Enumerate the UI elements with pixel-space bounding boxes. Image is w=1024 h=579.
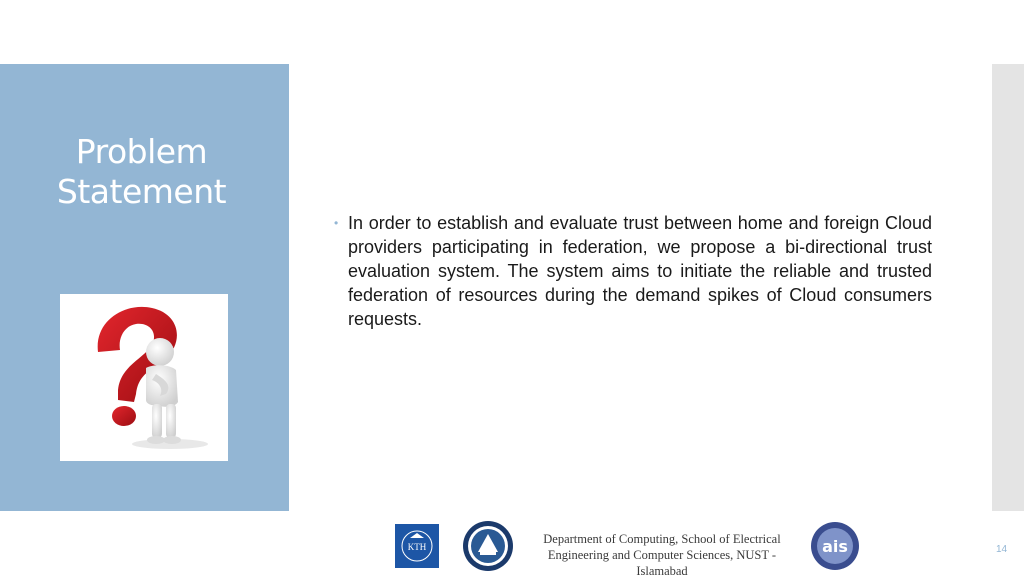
nust-seal-logo (462, 520, 514, 572)
footer-department-text: Department of Computing, School of Electrical Engineering and Computer Sciences, NUST - Islamabad (543, 532, 781, 578)
bullet-text: In order to establish and evaluate trust between home and foreign Cloud providers participating in federation, we propose a bi-directional trust evaluation system. The system aims to initiate the reliable and trusted federation of resources during the demand spikes of Cloud consumers requests. (348, 213, 932, 329)
question-mark-figure-image (60, 294, 228, 461)
right-side-bar (992, 64, 1024, 511)
kth-logo-text: KTH (407, 542, 427, 552)
slide-title-line-2: Statement (56, 172, 227, 211)
content-area (334, 211, 932, 331)
ais-logo-text: ais (822, 537, 848, 556)
kth-logo-graphic (395, 524, 439, 568)
page-number: 14 (996, 544, 1008, 555)
question-mark-illustration (60, 294, 228, 461)
nust-seal-graphic (462, 520, 514, 572)
slide-title (0, 132, 283, 212)
slide-title-line-1: Problem (75, 132, 208, 171)
kth-logo (395, 524, 439, 568)
bullet-dot-icon: • (334, 216, 339, 230)
ais-logo (810, 521, 860, 571)
bullet-item (334, 211, 932, 331)
ais-logo-graphic (810, 521, 860, 571)
